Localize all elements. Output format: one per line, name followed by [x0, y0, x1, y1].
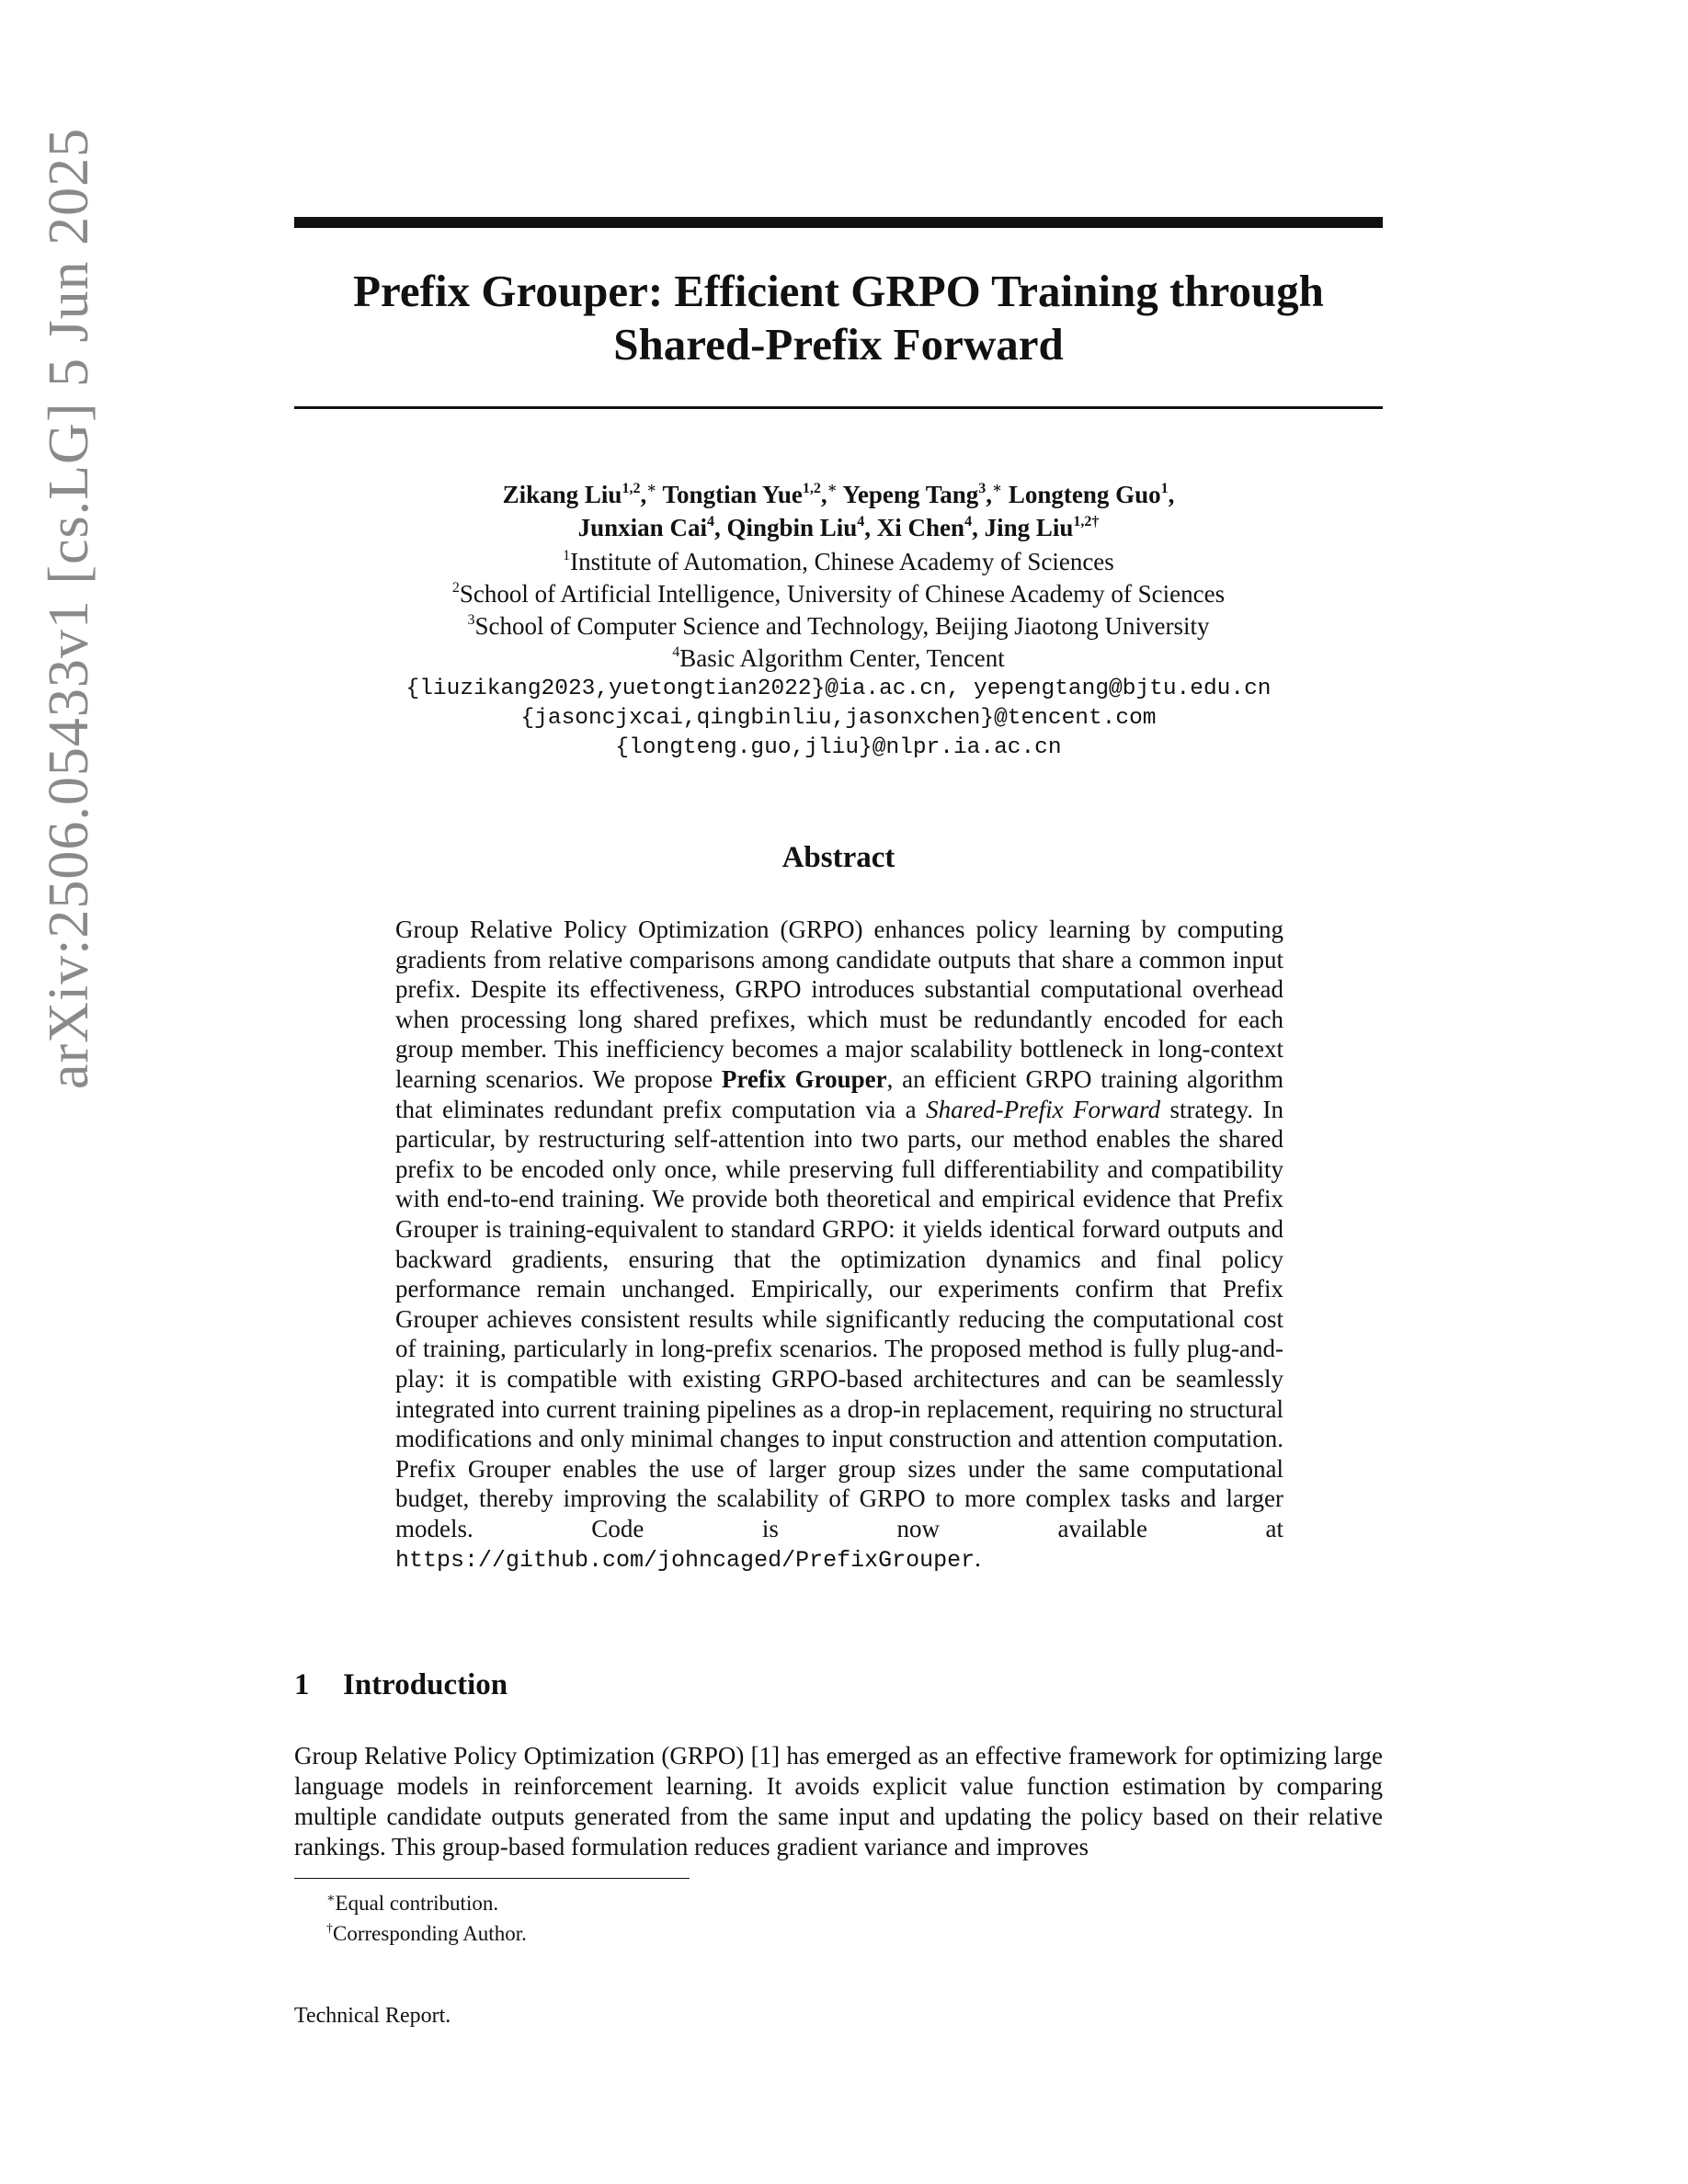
author-affiliation-mark: 4: [964, 514, 973, 529]
author-note-mark: †: [1091, 514, 1100, 529]
author-separator: ,: [972, 514, 985, 541]
affiliation-text: School of Computer Science and Technology, Beijing Jiaotong University: [474, 612, 1210, 640]
footnote-mark: ∗: [326, 1892, 336, 1905]
affiliation-list: [294, 546, 1383, 675]
affiliation: [294, 610, 1383, 643]
author-name: Qingbin Liu: [726, 514, 858, 541]
footnote-list: [326, 1888, 527, 1949]
author-list: [294, 478, 1383, 544]
email-list: [294, 675, 1383, 763]
author-separator: ,: [864, 514, 877, 541]
author-separator: ,: [1168, 481, 1175, 508]
title-line: Shared-Prefix Forward: [613, 319, 1064, 370]
author-name: Longteng Guo: [1008, 481, 1161, 508]
title-line: Prefix Grouper: Efficient GRPO Training through: [353, 266, 1324, 316]
affiliation: [294, 643, 1383, 675]
footnote-text: Corresponding Author.: [333, 1922, 527, 1945]
author-line: [294, 478, 1383, 511]
abstract-text: .: [975, 1544, 981, 1573]
affiliation-text: School of Artificial Intelligence, University of Chinese Academy of Sciences: [459, 580, 1226, 608]
affiliation-mark: 3: [467, 612, 475, 628]
author-separator: ,: [713, 514, 727, 541]
author-affiliation-mark: 1: [1160, 481, 1169, 496]
author-affiliation-mark: 3: [978, 481, 987, 496]
author-note-mark: ∗: [646, 481, 657, 496]
email-line: {jasoncjxcai,qingbinliu,jasonxchen}@tencent.com: [520, 706, 1157, 731]
code-url-link[interactable]: https://github.com/johncaged/PrefixGrouper: [395, 1547, 975, 1575]
author-name: Xi Chen: [876, 514, 965, 541]
abstract-text: strategy. In particular, by restructuring self-attention into two parts, our method enables the shared prefix to be encoded only once, while preserving full differentiability and compatibility with end-to-end training. We provide both theoretical and empirical evidence that Prefix Grouper is training-equivalent to standard GRPO: it yields identical forward outputs and backward gradients, ensuring that the optimization dynamics and final policy performance remain unchanged. Empirically, our experiments confirm that Prefix Grouper achieves consistent results while significantly reducing the computational cost of training, particularly in long-prefix scenarios. The proposed method is fully plug-and-play: it is compatible with existing GRPO-based architectures and can be seamlessly integrated into current training pipelines as a drop-in replacement, requiring no structural modifications and only minimal changes to input construction and attention computation. Prefix Grouper enables the use of larger group sizes under the same computational budget, thereby improving the scalability of GRPO to more complex tasks and larger models. Code is now available at: [395, 1095, 1283, 1542]
title-bottom-rule: [294, 406, 1383, 409]
author-separator: ,: [820, 481, 827, 508]
abstract-text: , an efficient GRPO training algorithm that eliminates redundant prefix computation via a: [395, 1064, 1283, 1123]
strategy-name: Shared-Prefix Forward: [926, 1095, 1161, 1123]
intro-paragraph: Group Relative Policy Optimization (GRPO) [1] has emerged as an effective framework for optimizing large language models in reinforcement learning. It avoids explicit value function estimation by comparing multiple candidate outputs generated from the same input and updating the policy based on their relative rankings. This group-based formulation reduces gradient variance and improves: [294, 1742, 1383, 1860]
footnote-mark: †: [326, 1922, 333, 1936]
abstract-heading: Abstract: [781, 841, 895, 874]
report-label: Technical Report.: [294, 2004, 451, 2028]
author-affiliation-mark: 4: [706, 514, 714, 529]
affiliation-text: Institute of Automation, Chinese Academy of Sciences: [570, 548, 1114, 575]
section-title: Introduction: [343, 1668, 508, 1701]
footnote-text: Equal contribution.: [335, 1892, 499, 1915]
author-line: [294, 511, 1383, 544]
author-affiliation-mark: 1,2: [802, 481, 821, 496]
author-name: Zikang Liu: [502, 481, 622, 508]
affiliation-mark: 2: [451, 580, 460, 596]
author-separator: ,: [640, 481, 647, 508]
affiliation: [294, 578, 1383, 610]
author-note-mark: ∗: [827, 481, 838, 496]
section-heading: [294, 1668, 508, 1702]
title-top-rule: [294, 217, 1383, 228]
abstract-text: Group Relative Policy Optimization (GRPO) enhances policy learning by computing gradients from relative comparisons among candidate outputs that share a common input prefix. Despite its effectiveness, GRPO introduces substantial computational overhead when processing long shared prefixes, which must be redundantly encoded for each group member. This inefficiency becomes a major scalability bottleneck in long-context learning scenarios. We propose: [395, 916, 1283, 1093]
footnote-rule: [294, 1878, 690, 1879]
author-name: Jing Liu: [984, 514, 1074, 541]
author-name: Junxian Cai: [577, 514, 707, 541]
author-affiliation-mark: 1,2: [1073, 514, 1092, 529]
author-name: Yepeng Tang: [842, 481, 979, 508]
footnote: [326, 1888, 527, 1918]
author-affiliation-mark: 1,2: [622, 481, 641, 496]
email-line: {liuzikang2023,yuetongtian2022}@ia.ac.cn, yepengtang@bjtu.edu.cn: [405, 677, 1272, 701]
email-line: {longteng.guo,jliu}@nlpr.ia.ac.cn: [615, 735, 1062, 760]
section-number: 1: [294, 1668, 310, 1701]
author-note-mark: ∗: [992, 481, 1003, 496]
author-affiliation-mark: 4: [857, 514, 865, 529]
affiliation-mark: 4: [672, 644, 680, 660]
affiliation-text: Basic Algorithm Center, Tencent: [679, 644, 1005, 672]
paper-title: [294, 265, 1383, 371]
arxiv-identifier: arXiv:2506.05433v1 [cs.LG] 5 Jun 2025: [38, 127, 100, 1089]
method-name: Prefix Grouper: [721, 1064, 887, 1093]
author-name: Tongtian Yue: [662, 481, 803, 508]
affiliation: [294, 546, 1383, 578]
abstract-body: [395, 915, 1283, 1576]
author-separator: ,: [986, 481, 992, 508]
footnote: [326, 1918, 527, 1949]
affiliation-mark: 1: [563, 548, 571, 563]
